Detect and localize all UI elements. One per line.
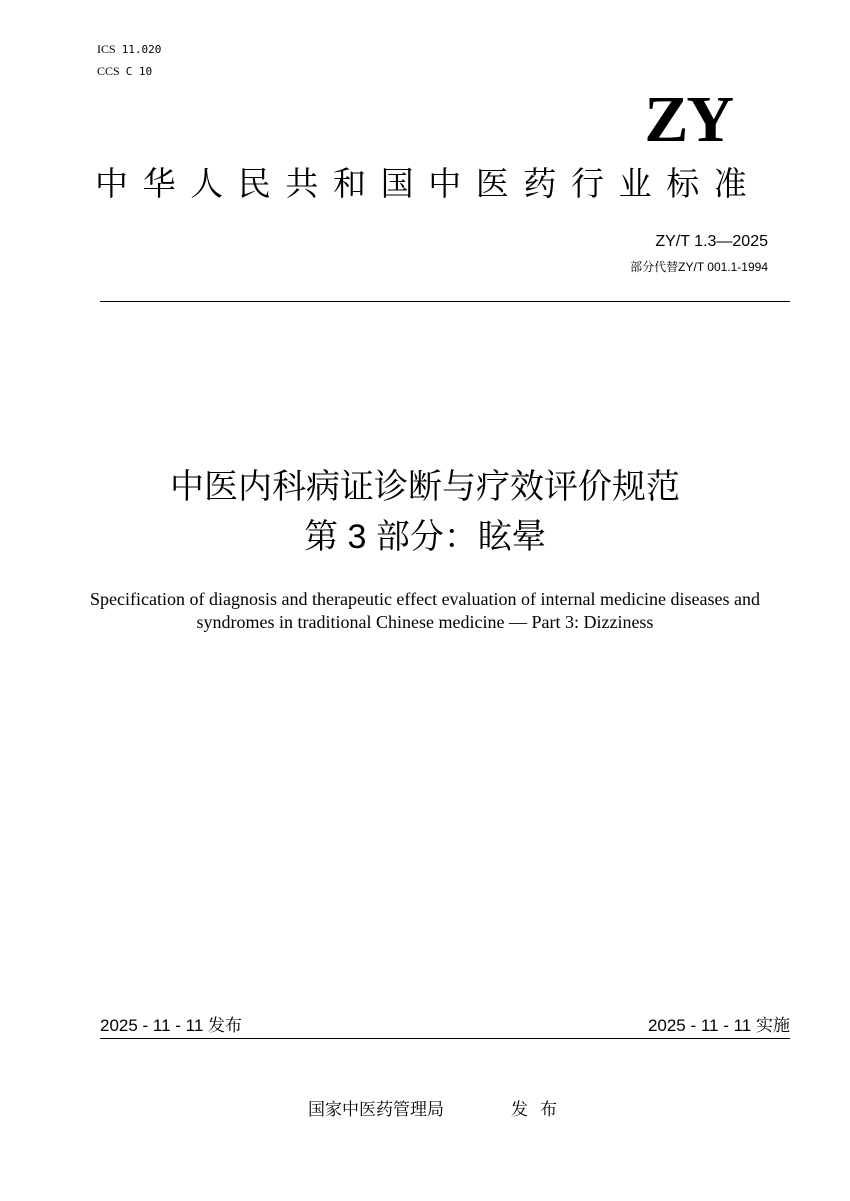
- ccs-label: CCS: [97, 64, 120, 78]
- header-divider: [100, 301, 790, 302]
- ics-label: ICS: [97, 42, 116, 56]
- ics-code: [97, 42, 161, 57]
- english-title: Specification of diagnosis and therapeutic effect evaluation of internal medicine diseases and syndromes in traditional Chinese medicine — Part 3: Dizziness: [90, 589, 760, 632]
- document-title: 中医内科病证诊断与疗效评价规范: [170, 468, 680, 506]
- footer-divider: [100, 1038, 790, 1039]
- document-part-title: 第 3 部分：眩晕: [304, 518, 546, 556]
- replaces-note: 部分代替ZY/T 001.1-1994: [630, 260, 768, 274]
- ics-value: 11.020: [121, 43, 162, 56]
- zy-logo: ZY: [644, 83, 732, 156]
- ccs-value: C 10: [125, 65, 153, 78]
- standard-type-title: 中华人民共和国中医药行业标准: [95, 165, 762, 202]
- issuer-name: 国家中医药管理局: [308, 1100, 444, 1119]
- implement-date: 2025 - 11 - 11 实施: [647, 1016, 790, 1035]
- standard-number: ZY/T 1.3—2025: [655, 233, 768, 250]
- issuer-action: 发布: [511, 1100, 569, 1119]
- ccs-code: [97, 64, 152, 79]
- publish-date: 2025 - 11 - 11 发布: [100, 1016, 243, 1035]
